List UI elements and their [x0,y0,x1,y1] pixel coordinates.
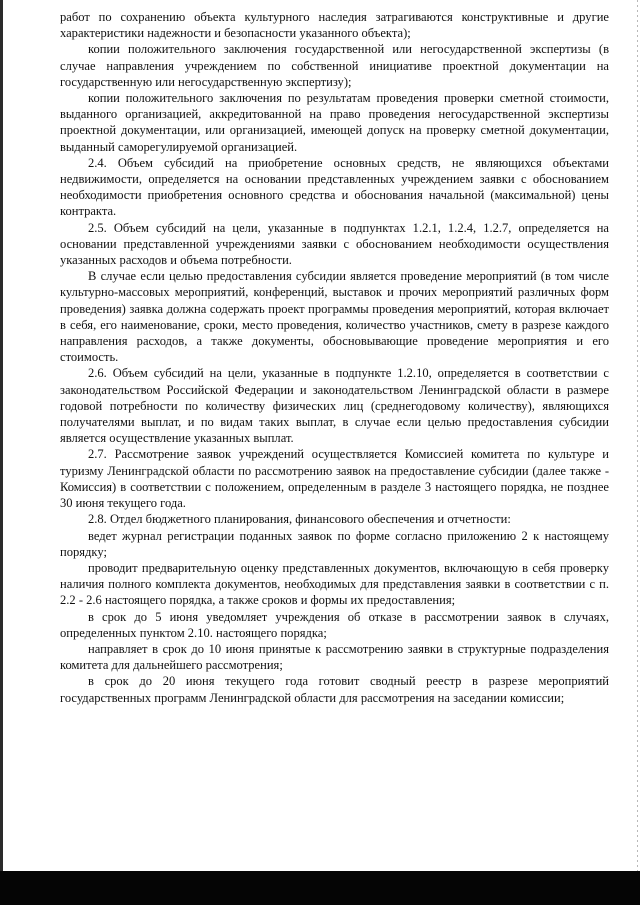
paragraph-notification: в срок до 5 июня уведомляет учреждения об отказе в рассмотрении заявок в случаях, определенных пунктом 2.10. настоящего порядка; [60,609,609,640]
paragraph-registry: в срок до 20 июня текущего года готовит сводный реестр в разрезе мероприятий государственных программ Ленинградской области для рассмотрения на заседании комиссии; [60,674,609,705]
paragraph-2-6: 2.6. Объем субсидий на цели, указанные в подпункте 1.2.10, определяется в соответствии с законодательством Российской Федерации и законодательством Ленинградской области в размере годовой потребности по количеству физических лиц (среднегодовому количеству), являющихся получателями выплат, и по видам таких выплат, в случае если целью предоставления субсидии является осуществление указанных выплат. [60,366,609,446]
paragraph-2-5: 2.5. Объем субсидий на цели, указанные в подпунктах 1.2.1, 1.2.4, 1.2.7, определяется на основании представленной учреждениями заявки с обоснованием необходимости осуществления указанных расходов и объема потребности. [60,220,609,268]
paragraph-positive-expertise: копии положительного заключения государственной или негосударственной экспертизы (в случае направления учреждением по собственной инициативе проектной документации на государственную или негосударственную экспертизу); [60,42,609,89]
paragraph-forwarding: направляет в срок до 10 июня принятые к рассмотрению заявки в структурные подразделения комитета для дальнейшего рассмотрения; [60,641,609,673]
paragraph-journal: ведет журнал регистрации поданных заявок по форме согласно приложению 2 к настоящему порядку; [60,528,609,559]
paragraph-events: В случае если целью предоставления субсидии является проведение мероприятий (в том числе культурно-массовых мероприятий, конференций, выставок и прочих мероприятий различных форм проведения) заявка должна содержать проект программы проведения мероприятий, которая включает в себя, его наименование, сроки, место проведения, количество участников, смету в разрезе каждого направления расходов, а также документы, обосновывающие проведение мероприятия и его стоимость. [60,269,609,365]
paragraph-2-8: 2.8. Отдел бюджетного планирования, финансового обеспечения и отчетности: [88,512,511,527]
paragraph-estimate-verification: копии положительного заключения по результатам проведения проверки сметной стоимости, выданного организацией, аккредитованной на право проведения негосударственной экспертизы проектной документации, или организацией, имеющей допуск на проверку сметной документации, выданный саморегулируемой организацией. [60,91,609,154]
scan-edge-right [637,0,638,871]
scan-bottom-bar [0,871,640,905]
document-body [60,9,609,706]
scan-edge-left [0,0,3,871]
paragraph-2-7: 2.7. Рассмотрение заявок учреждений осуществляется Комиссией комитета по культуре и туризму Ленинградской области по рассмотрению заявок на предоставление субсидии (далее также - Комиссия) в соответствии с положением, определенным в разделе 3 настоящего порядка, не позднее 30 июня текущего года. [60,447,609,511]
paragraph-preliminary-assessment: проводит предварительную оценку представленных документов, включающую в себя проверку наличия полного комплекта документов, необходимых для представления заявки в соответствии с п. 2.2 - 2.6 настоящего порядка, а также сроков и формы их предоставления; [60,560,609,608]
paragraph-2-4: 2.4. Объем субсидий на приобретение основных средств, не являющихся объектами недвижимости, определяется на основании представленных учреждением заявки с обоснованием необходимости приобретения основного средства и обоснования начальной (максимальной) цены контракта. [60,155,609,219]
paragraph-continuation: работ по сохранению объекта культурного наследия затрагиваются конструктивные и другие характеристики надежности и безопасности указанного объекта); [60,10,609,41]
